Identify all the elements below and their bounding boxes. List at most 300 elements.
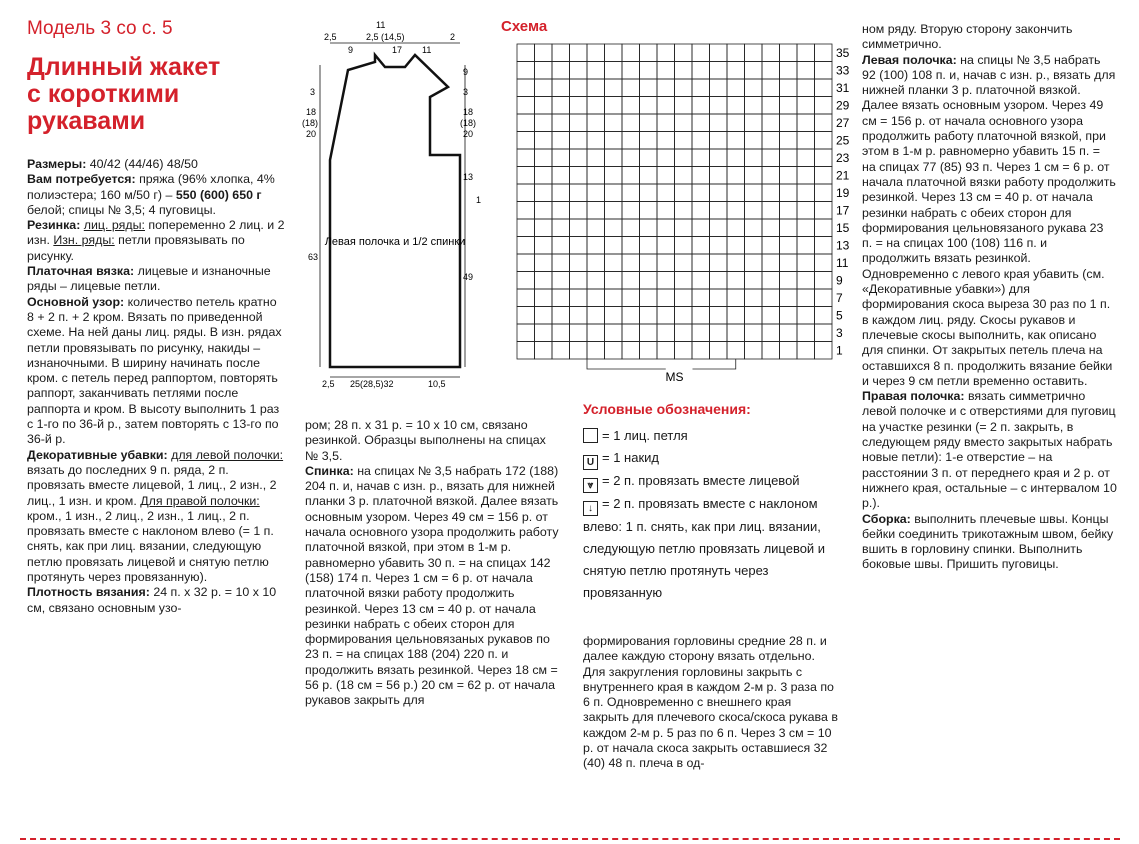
dim-top-5: 17: [392, 45, 403, 55]
dim-right-4: (18): [460, 118, 477, 128]
chart-cell: [710, 272, 728, 290]
chart-cell: [762, 202, 780, 220]
chart-cell: [762, 272, 780, 290]
chart-cell: [745, 289, 763, 307]
chart-cell: [552, 254, 570, 272]
chart-cell: [727, 237, 745, 255]
chart-cell: [815, 184, 833, 202]
chart-cell: [815, 114, 833, 132]
chart-cell: [780, 237, 798, 255]
chart-cell: [640, 79, 658, 97]
chart-cell: [622, 44, 640, 62]
chart-cell: [692, 272, 710, 290]
chart-cell: [552, 237, 570, 255]
knitting-chart: [515, 40, 850, 395]
chart-cell: [570, 167, 588, 185]
chart-cell: [535, 44, 553, 62]
chart-cell: [587, 272, 605, 290]
gauge-paragraph: Плотность вязания: 24 п. x 32 р. = 10 x 10 см, связано основным узо-: [27, 585, 277, 615]
chart-cell: [745, 202, 763, 220]
chart-cell: [657, 132, 675, 150]
chart-cell: [797, 167, 815, 185]
chart-cell: [622, 184, 640, 202]
chart-cell: [797, 289, 815, 307]
chart-cell: [605, 342, 623, 360]
chart-cell: [797, 324, 815, 342]
chart-cell: [622, 324, 640, 342]
chart-cell: [622, 97, 640, 115]
chart-cell: [797, 237, 815, 255]
chart-cell: [657, 272, 675, 290]
chart-cell: [815, 97, 833, 115]
chart-cell: [762, 307, 780, 325]
chart-cell: [605, 44, 623, 62]
left-front-paragraph: Левая полочка: на спицы № 3,5 набрать 92 (100) 108 п. и, начав с изн. р., вязать для нижней планки 3 р. платочной вязкой. Далее вязать основным узором. Через 49 см = 156 р. от начала основного узора продолжить работу платочной вязкой, при этом в 1-м р. равномерно убавить 15 п. = на спицах 77 (85) 93 п. Через 1 см = 6 р. от начала платочной вязки работу продолжить резинкой. Через 13 см = 40 р. от начала резинки набрать с обеих сторон для формирования цельновязаного рукава 23 п. = на спицах 100 (108) 116 п. и продолжить вязать резинкой. Одновременно с левого края убавить (см. «Декоративные убавки») для формирования скоса выреза 30 раз по 1 п. в каждом лиц. ряду. Скосы рукавов и плечевые скосы выполнить, как описано для спинки. От закрытых петель плеча на оставшихся 8 п. продолжить вязание бейки и через 9 см петли временно оставить.: [862, 52, 1116, 388]
chart-cell: [570, 149, 588, 167]
chart-cell: [745, 237, 763, 255]
chart-cell: [675, 289, 693, 307]
chart-cell: [517, 132, 535, 150]
chart-cell: [692, 254, 710, 272]
chart-cell: [535, 342, 553, 360]
chart-cell: [622, 289, 640, 307]
chart-cell: [745, 324, 763, 342]
chart-cell: [727, 307, 745, 325]
chart-cell: [762, 167, 780, 185]
chart-cell: [710, 132, 728, 150]
chart-cell: [727, 324, 745, 342]
rib-paragraph: Резинка: лиц. ряды: попеременно 2 лиц. и 2 изн. Изн. ряды: петли провязывать по рисунку.: [27, 218, 285, 263]
chart-cell: [517, 167, 535, 185]
row-number: 23: [836, 151, 850, 165]
repeat-bracket: [587, 359, 736, 369]
bottom-divider: [20, 838, 1120, 840]
chart-cell: [587, 254, 605, 272]
chart-cell: [692, 167, 710, 185]
chart-cell: [657, 289, 675, 307]
chart-cell: [535, 219, 553, 237]
chart-cell: [692, 202, 710, 220]
chart-cell: [587, 289, 605, 307]
chart-cell: [727, 202, 745, 220]
row-number: 11: [836, 256, 849, 270]
chart-cell: [762, 132, 780, 150]
chart-cell: [535, 114, 553, 132]
chart-cell: [692, 149, 710, 167]
chart-cell: [517, 97, 535, 115]
chart-cell: [745, 342, 763, 360]
row-number: 17: [836, 203, 850, 218]
row-number: 33: [836, 63, 850, 78]
dim-right-7: 1: [476, 195, 482, 205]
chart-cell: [570, 219, 588, 237]
chart-cell: [552, 149, 570, 167]
chart-cell: [640, 62, 658, 80]
chart-cell: [727, 289, 745, 307]
chart-cell: [727, 44, 745, 62]
chart-cell: [535, 202, 553, 220]
chart-cell: [780, 114, 798, 132]
neckline-paragraph: формирования горловины средние 28 п. и далее каждую сторону вязать отдельно. Для закругления горловины закрыть с внутреннего края в каждом 2-м р. 3 раза по 6 п. Одновременно с внешнего края закрыть для плечевого скоса/скоса рукава в каждом 2-м р. 5 раз по 6 п. Через 3 см = 10 р. от начала скоса закрыть оставшиеся 32 (40) 48 п. плеча в од-: [583, 634, 838, 771]
chart-cell: [622, 114, 640, 132]
chart-cell: [780, 97, 798, 115]
chart-cell: [535, 62, 553, 80]
chart-cell: [780, 167, 798, 185]
chart-cell: [745, 272, 763, 290]
legend-item-k2tog: ⩔ = 2 п. провязать вместе лицевой: [583, 470, 848, 493]
chart-cell: [657, 184, 675, 202]
chart-cell: [570, 184, 588, 202]
chart-cell: [745, 149, 763, 167]
chart-cell: [622, 237, 640, 255]
diagram-label-line: Левая полочка и 1/2 спинки: [324, 236, 466, 248]
chart-cell: [797, 149, 815, 167]
chart-cell: [552, 114, 570, 132]
chart-cell: [640, 342, 658, 360]
chart-cell: [780, 184, 798, 202]
model-label: Модель 3 со с. 5: [27, 18, 173, 39]
chart-cell: [605, 79, 623, 97]
ssk-symbol-icon: ↓: [583, 501, 598, 516]
chart-cell: [762, 79, 780, 97]
chart-cell: [710, 114, 728, 132]
chart-cell: [517, 184, 535, 202]
chart-cell: [780, 149, 798, 167]
chart-cell: [640, 289, 658, 307]
chart-cell: [727, 167, 745, 185]
chart-cell: [605, 62, 623, 80]
chart-cell: [657, 324, 675, 342]
chart-cell: [657, 79, 675, 97]
chart-cell: [570, 237, 588, 255]
chart-cell: [745, 254, 763, 272]
chart-cell: [587, 202, 605, 220]
chart-cell: [605, 97, 623, 115]
dim-top-1: 2,5: [324, 32, 337, 42]
chart-cell: [552, 184, 570, 202]
chart-cell: [797, 219, 815, 237]
chart-cell: [657, 219, 675, 237]
row-number: 19: [836, 186, 850, 200]
chart-cell: [710, 97, 728, 115]
chart-cell: [797, 79, 815, 97]
column-1: [27, 157, 285, 616]
row-number: 27: [836, 116, 850, 130]
chart-cell: [710, 324, 728, 342]
chart-cell: [710, 307, 728, 325]
chart-cell: [570, 132, 588, 150]
yarnover-symbol-icon: U: [583, 455, 598, 470]
chart-cell: [535, 79, 553, 97]
chart-cell: [780, 272, 798, 290]
chart-cell: [640, 97, 658, 115]
chart-cell: [797, 254, 815, 272]
chart-cell: [587, 307, 605, 325]
chart-cell: [570, 44, 588, 62]
chart-cell: [780, 219, 798, 237]
chart-cell: [710, 342, 728, 360]
row-number: 13: [836, 238, 850, 253]
chart-cell: [762, 149, 780, 167]
chart-cell: [745, 97, 763, 115]
chart-cell: [675, 237, 693, 255]
decreases-paragraph: Декоративные убавки: для левой полочки: вязать до последних 9 п. ряда, 2 п. провязать вместе лицевой, 1 лиц., 2 изн., 2 лиц., 1 изн. и кром. Для правой полочки: кром., 1 изн., 2 лиц., 2 изн., 1 лиц., 2 п. провязать вместе с наклоном влево (= 1 п. снять, как при лиц. вязании, следующую петлю провязать лицевой и снятую петлю протянуть через провязанную).: [27, 447, 284, 585]
chart-cell: [587, 114, 605, 132]
chart-cell: [815, 132, 833, 150]
chart-cell: [727, 254, 745, 272]
chart-cell: [517, 342, 535, 360]
chart-cell: [605, 307, 623, 325]
back-paragraph: Спинка: на спицах № 3,5 набрать 172 (188) 204 п. и, начав с изн. р., вязать для нижней планки 3 р. платочной вязкой. Далее вязать основным узором. Через 49 см = 156 р. от начала основного узора продолжить работу платочной вязкой, при этом в 1-м р. равномерно убавить 30 п. = на спицах 142 (158) 174 п. Через 1 см = 6 р. от начала платочной вязки работу продолжить резинкой. Через 13 см = 40 р. от начала резинки набрать с обеих сторон для формирования цельновязаных рукавов по 23 п. = на спицах 188 (204) 220 п. и продолжить вязать резинкой. Через 18 см = 56 р. (18 см = 56 р.) 20 см = 62 р. от начала рукавов закрыть для: [305, 463, 559, 708]
chart-cell: [657, 307, 675, 325]
chart-cell: [657, 202, 675, 220]
chart-cell: [622, 202, 640, 220]
chart-cell: [640, 324, 658, 342]
chart-cell: [570, 324, 588, 342]
chart-cell: [762, 289, 780, 307]
sizes-paragraph: Размеры: 40/42 (44/46) 48/50: [27, 157, 198, 171]
chart-cell: [797, 97, 815, 115]
legend-item-ssk: ↓ = 2 п. провязать вместе с наклоном влево: 1 п. снять, как при лиц. вязании, следующую петлю провязать лицевой и снятую петлю протянуть через провязанную: [583, 496, 826, 600]
chart-cell: [605, 167, 623, 185]
chart-cell: [605, 289, 623, 307]
chart-cell: [552, 132, 570, 150]
chart-cell: [727, 219, 745, 237]
chart-cell: [815, 62, 833, 80]
dim-left-1: 3: [310, 87, 316, 97]
chart-cell: [605, 149, 623, 167]
chart-cell: [640, 149, 658, 167]
chart-cell: [622, 167, 640, 185]
chart-cell: [675, 342, 693, 360]
chart-cell: [640, 254, 658, 272]
chart-cell: [692, 114, 710, 132]
chart-cell: [517, 272, 535, 290]
chart-cell: [762, 97, 780, 115]
chart-cell: [675, 184, 693, 202]
chart-cell: [587, 62, 605, 80]
chart-cell: [762, 219, 780, 237]
chart-cell: [605, 237, 623, 255]
chart-cell: [517, 254, 535, 272]
chart-cell: [605, 184, 623, 202]
chart-cell: [815, 254, 833, 272]
chart-cell: [710, 62, 728, 80]
dim-right-6: 13: [463, 172, 474, 182]
back-finish-paragraph: ном ряду. Вторую сторону закончить симметрично.: [862, 22, 1073, 52]
chart-cell: [587, 219, 605, 237]
chart-cell: [657, 62, 675, 80]
chart-cell: [587, 44, 605, 62]
chart-cell: [675, 254, 693, 272]
chart-cell: [675, 132, 693, 150]
chart-cell: [727, 132, 745, 150]
chart-cell: [622, 62, 640, 80]
chart-cell: [552, 79, 570, 97]
chart-cell: [587, 342, 605, 360]
column-4: [862, 22, 1117, 573]
chart-cell: [570, 342, 588, 360]
chart-cell: [657, 237, 675, 255]
chart-cell: [570, 307, 588, 325]
chart-cell: [692, 219, 710, 237]
chart-cell: [622, 219, 640, 237]
chart-cell: [622, 79, 640, 97]
row-number: 21: [836, 168, 850, 183]
chart-cell: [552, 97, 570, 115]
chart-cell: [570, 289, 588, 307]
dim-bottom-3: 10,5: [428, 379, 446, 389]
dim-top-2: 2,5 (14,5): [366, 32, 405, 42]
row-number: 5: [836, 308, 843, 323]
chart-cell: [692, 184, 710, 202]
chart-cell: [780, 79, 798, 97]
chart-cell: [692, 324, 710, 342]
chart-cell: [727, 114, 745, 132]
chart-cell: [692, 307, 710, 325]
garter-paragraph: Платочная вязка: лицевые и изнаночные ряды – лицевые петли.: [27, 264, 271, 294]
chart-cell: [692, 79, 710, 97]
dim-left-5: 63: [308, 252, 319, 262]
dim-top-4: 9: [348, 45, 354, 55]
chart-cell: [710, 219, 728, 237]
chart-cell: [552, 167, 570, 185]
chart-cell: [762, 184, 780, 202]
chart-cell: [552, 202, 570, 220]
chart-cell: [727, 79, 745, 97]
chart-cell: [727, 149, 745, 167]
chart-cell: [762, 237, 780, 255]
chart-cell: [657, 44, 675, 62]
chart-cell: [552, 62, 570, 80]
chart-cell: [797, 184, 815, 202]
chart-cell: [675, 62, 693, 80]
row-number: 29: [836, 98, 850, 113]
chart-cell: [745, 184, 763, 202]
chart-cell: [762, 114, 780, 132]
chart-cell: [727, 97, 745, 115]
chart-cell: [657, 167, 675, 185]
chart-cell: [815, 167, 833, 185]
chart-cell: [710, 79, 728, 97]
chart-cell: [762, 342, 780, 360]
chart-cell: [605, 132, 623, 150]
row-number: 7: [836, 291, 843, 305]
chart-cell: [535, 324, 553, 342]
chart-cell: [605, 114, 623, 132]
garment-schematic: [300, 15, 500, 395]
dim-right-3: 18: [463, 107, 474, 117]
chart-cell: [587, 149, 605, 167]
chart-cell: [605, 254, 623, 272]
dim-right-5: 20: [463, 129, 474, 139]
chart-cell: [552, 324, 570, 342]
chart-cell: [587, 237, 605, 255]
chart-cell: [570, 202, 588, 220]
row-number: 15: [836, 221, 850, 235]
column-2: [305, 418, 560, 709]
chart-cell: [622, 342, 640, 360]
chart-cell: [657, 342, 675, 360]
chart-cell: [815, 202, 833, 220]
chart-cell: [675, 202, 693, 220]
knit-symbol-icon: [583, 428, 598, 443]
chart-cell: [675, 324, 693, 342]
chart-cell: [710, 184, 728, 202]
chart-cell: [710, 44, 728, 62]
chart-cell: [780, 342, 798, 360]
chart-cell: [692, 132, 710, 150]
title-line-3: рукавами: [27, 107, 146, 135]
chart-cell: [745, 62, 763, 80]
chart-cell: [587, 132, 605, 150]
chart-cell: [815, 79, 833, 97]
chart-cell: [727, 184, 745, 202]
chart-cell: [640, 184, 658, 202]
chart-cell: [517, 62, 535, 80]
chart-cell: [535, 254, 553, 272]
title-line-2: с короткими: [27, 80, 180, 108]
chart-cell: [587, 79, 605, 97]
chart-cell: [780, 202, 798, 220]
chart-cell: [535, 149, 553, 167]
chart-cell: [675, 167, 693, 185]
chart-cell: [692, 289, 710, 307]
chart-cell: [675, 114, 693, 132]
page-title: [27, 54, 287, 135]
chart-cell: [657, 114, 675, 132]
chart-cell: [535, 237, 553, 255]
legend: [583, 425, 848, 604]
chart-cell: [535, 132, 553, 150]
chart-cell: [570, 254, 588, 272]
chart-cell: [570, 62, 588, 80]
dim-right-8: 49: [463, 272, 474, 282]
chart-cell: [675, 97, 693, 115]
row-number: 35: [836, 46, 850, 60]
chart-cell: [675, 307, 693, 325]
chart-cell: [745, 167, 763, 185]
chart-cell: [762, 324, 780, 342]
schema-title: Схема: [501, 18, 548, 35]
chart-cell: [745, 307, 763, 325]
chart-cell: [517, 219, 535, 237]
chart-cell: [710, 167, 728, 185]
chart-cell: [517, 44, 535, 62]
chart-cell: [552, 307, 570, 325]
chart-cell: [517, 237, 535, 255]
chart-cell: [552, 272, 570, 290]
chart-cell: [780, 254, 798, 272]
dim-left-3: (18): [302, 118, 319, 128]
chart-cell: [797, 132, 815, 150]
dim-top-6: 11: [422, 45, 432, 55]
k2tog-symbol-icon: ⩔: [583, 478, 598, 493]
chart-cell: [587, 324, 605, 342]
chart-cell: [762, 44, 780, 62]
chart-cell: [692, 97, 710, 115]
dim-top-11: 11: [376, 20, 386, 30]
chart-cell: [535, 97, 553, 115]
chart-cell: [570, 97, 588, 115]
dim-bottom-2: 25(28,5)32: [350, 379, 394, 389]
chart-cell: [710, 254, 728, 272]
chart-cell: [745, 114, 763, 132]
chart-cell: [622, 132, 640, 150]
chart-cell: [762, 62, 780, 80]
chart-cell: [815, 219, 833, 237]
chart-cell: [762, 254, 780, 272]
